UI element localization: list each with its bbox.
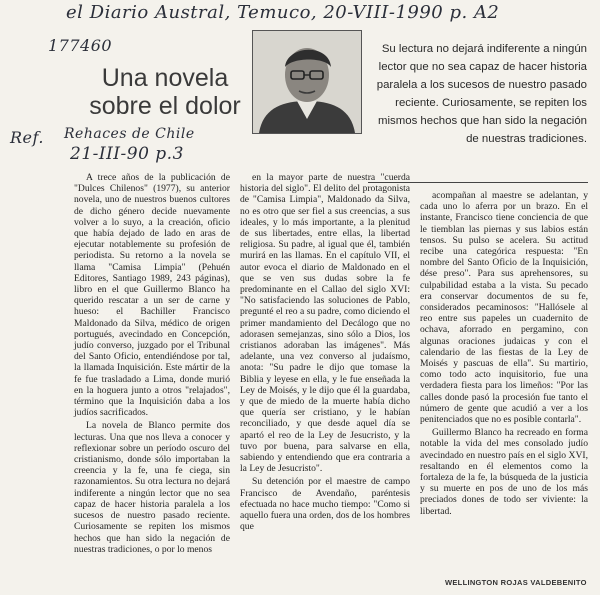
handwritten-reference-line-2: 21-III-90 p.3 bbox=[70, 144, 184, 164]
handwritten-margin-note: Ref. bbox=[10, 128, 44, 147]
paragraph: en la mayor parte de nuestra "cuerda historia del siglo". El delito del protagonista de "Camisa Limpia", Maldonado da Silva, no es otro que ser fiel a sus creencias, a sus ideales, y lo más importante, a la plenitud de sus libertades, entre ellas, la libertad religiosa. Su padre, al igual que él, también murirá en las llamas. En el capítulo VII, el autor evoca el diario de Maldonado en el que se ven sus dudas sobre la fe predominante en el Callao del siglo XVI: "No satisfaciendo las soluciones de Pablo, pregunté el reo a su padre, como diciendo el primer mandamiento del Decálogo que no adorasen semejanzas, sino sólo a Dios, los cristianos adoraban las imágenes". Más adelante, una vez converso al judaísmo, anota: "Su padre le dijo que tomase la Biblia y leyese en ella, y le fue enseñada la Ley de Moisés, y le dijo que él la guardaba, y que de miedo de la muerte había dicho que quería ser cristiano, y le habían reconciliado, y que desde aquel día se apartó el reo de la Ley de Jesucristo, y la tuvo por buena, para salvarse en ella, sabiendo y entendiendo que era contraria a la Ley de Jesucristo". bbox=[240, 172, 410, 475]
paragraph: Su detención por el maestre de campo Francisco de Avendaño, paréntesis efectuada no hace mucho tiempo: "Como si aquello fuera una orden, dos de los hombres que bbox=[240, 476, 410, 533]
article-column-3 bbox=[420, 190, 588, 517]
author-byline: WELLINGTON ROJAS VALDEBENITO bbox=[445, 578, 587, 587]
handwritten-source-note: el Diario Austral, Temuco, 20-VIII-1990 p. A2 bbox=[66, 2, 500, 23]
paragraph: La novela de Blanco permite dos lecturas. Una que nos lleva a conocer y reflexionar sobre un período oscuro del cristianismo, donde sólo importaban la creencia y la fe, una fe ciega, sin razonamientos. Su otra lectura no dejará indiferente a ningún lector que no sea capaz de hacer historia paralela a los sucesos de nuestro pasado reciente. Curiosamente se repiten los mismos hechos que han sido la negación de nuestras tradiciones, o por lo menos bbox=[74, 420, 230, 555]
handwritten-archive-number: 177460 bbox=[48, 36, 113, 55]
article-headline: Una novela sobre el dolor bbox=[89, 64, 241, 120]
article-column-1 bbox=[74, 172, 230, 555]
paragraph: Guillermo Blanco ha recreado en forma notable la vida del mes consolado judío avecindado en nuestro país en el siglo XVI, resaltando en él elementos como la fortaleza de la fe, la búsqueda de la justicia y su muerte en pos de uno de los más preciados dones de todo ser viviente: la libertad. bbox=[420, 427, 588, 517]
author-portrait-photo bbox=[252, 30, 362, 134]
paragraph: acompañan al maestre se adelantan, y cada uno lo aferra por un brazo. En el instante, Francisco tiene conciencia de que le tiemblan las piernas y sus labios están tensos. Su pulso se acelera. Su actitud recibe una categórica respuesta: "En nombre del Santo Oficio de la Inquisición, dése preso". Para sus aprehensores, su culpabilidad estaba a la vista. Su pecado era conservar documentos de su fe, considerados pecaminosos: "Hallósele al reo entre sus papeles un cuadernito de ochava, aforrado en pergamino, con algunas oraciones judaicas y con el calendario de las fiestas de la Ley de Moisés y pascuas de ella". Su martirio, como todo acto inquisitorio, fue una verdadera fiesta para los limeños: "Por las calles donde pasó la procesión fue tanto el número de gente que acudió a ver a los penitenciados que no es posible contarla". bbox=[420, 190, 588, 426]
handwritten-reference-line-1: Rehaces de Chile bbox=[64, 126, 195, 142]
paragraph: A trece años de la publicación de "Dulces Chilenos" (1977), su anterior novela, uno de nuestros buenos cultores de dicho género decide nuevamente volver a lo suyo, a la creación, oficio que había dejado de lado en aras de ejecutar notablemente su profesión de periodista. Su retorno a la novela se llama "Camisa Limpia" (Pehuén Editores, Santiago 1989, 243 páginas), libro en el que Guillermo Blanco ha querido rescatar a un ser de carne y hueso: el Bachiller Francisco Maldonado da Silva, médico de origen portugués, avecindado en Concepción, judío converso, juzgado por el Tribunal del Santo Oficio, entendiéndose por tal, la llamada Inquisición. Este mártir de la fe fue trasladado a Lima, donde murió en la hoguera junto a otros "relajados", término que la Inquisición daba a los judíos sacrificados. bbox=[74, 172, 230, 419]
article-column-2 bbox=[240, 172, 410, 533]
pull-quote: Su lectura no dejará indiferente a ningún lector que no sea capaz de hacer historia paralela a los sucesos de nuestro pasado reciente. Curiosamente, se repiten los mismos hechos que han sido la negación de nuestras tradiciones. bbox=[376, 43, 587, 145]
